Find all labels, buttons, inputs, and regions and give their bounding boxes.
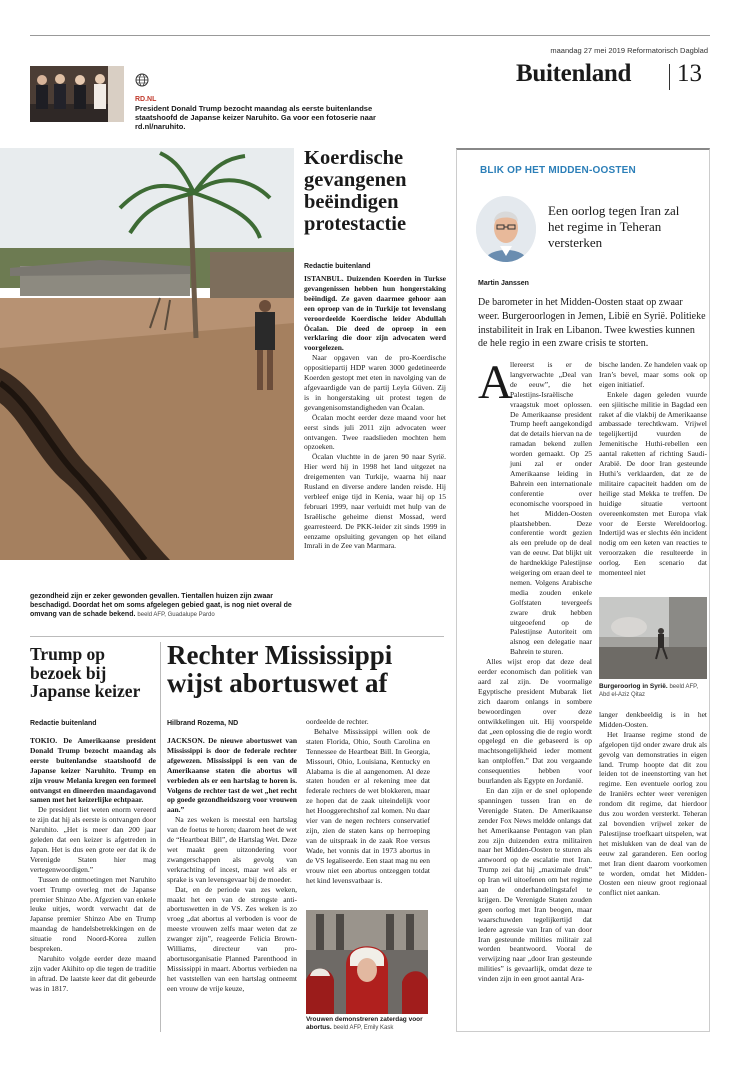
column-divider	[160, 642, 161, 1032]
column-paragraph: bische landen. Ze handelen vaak op Iran’s bevel, maar soms ook op eigen initiatief.	[599, 360, 707, 389]
article1-body	[304, 274, 446, 551]
article2-byline: Redactie buitenland	[30, 720, 97, 727]
article1-paragraph: Öcalan mocht eerder deze maand voor het eerst sinds juli 2011 zijn advocaten weer ontvangen. Twee raadslieden mochten hem opzoeken.	[304, 412, 446, 452]
protest-photo	[306, 910, 428, 1014]
article3-paragraph: Na zes weken is meestal een hartslag van de foetus te horen; daarom heet de wet de “Heartbeat Bill”, de Hartslag Wet. Deze wet maakt geen uitzondering voor zwangerschappen als gevolg van verkrachting of incest, maar wel als er sprake is van levensgevaar bij de moeder.	[167, 815, 297, 884]
column-quote: Een oorlog tegen Iran zal het regime in Teheran versterken	[548, 203, 680, 250]
horizontal-divider	[30, 636, 444, 637]
column-paragraph: langer denkbeeldig is in het Midden-Oosten.	[599, 710, 707, 729]
article3-byline: Hilbrand Rozema, ND	[167, 720, 239, 727]
article2-paragraph: Naruhito volgde eerder deze maand zijn vader Akihito op die tegen de traditie in aftrad. De laatste keer dat dit gebeurde was in 1817.	[30, 953, 156, 993]
article3-body-col2	[306, 717, 430, 885]
article3-paragraph: Behalve Mississippi willen ook de staten Florida, Ohio, South Carolina en Tennessee de Heartbeat Bill. In Georgia, Missouri, Ohio, Louisiana, Kentucky en Alabama is die al aangenomen. Al deze staten houden er al rekening mee dat federale rechters de wet blokkeren, maar ze hopen dat de zaak uiteindelijk voor het Hooggerechtshof zal komen. Nu daar vier van de negen rechters conservatief zijn, zien de staten kans op herroeping van de uitspraak in de zaak Roe versus Wade, het vonnis dat in 1973 abortus in de VS legaliseerde. Een staat mag nu een vrouw niet een abortus ontzeggen totdat het kind levensvatbaar is.	[306, 726, 430, 885]
promo-thumbnail-image[interactable]	[30, 66, 124, 122]
column-paragraph: Het Iraanse regime stond de afgelopen tijd onder zware druk als gevolg van demonstraties in eigen land. Trump hoopte dat dit zou leiden tot de ineenstorting van het regime. Een eventuele oorlog zou de Iraniërs echter weer verenigen rondom dit regime, dat hierdoor dus zou worden versterkt. Teheran zal bovendien vrijwel zeker de Palestijnse troefkaart uitspelen, wat het mislukken van de deal van de eeuw zal garanderen. Een oorlog met Iran dient daarom voorkomen te worden, omdat het Midden-Oosten een nieuw groot regionaal conflict niet aankan.	[599, 729, 707, 898]
article2-paragraph: De president liet weten enorm vereerd te zijn dat hij als eerste is ontvangen door Naruhito. „Het is meer dan 200 jaar geleden dat een keizer is afgetreden in Japan. Het is dus een grote eer dat ik de Verenigde Staten hier mag vertegenwoordigen.”	[30, 805, 156, 874]
caption-text: Burgeroorlog in Syrië.	[599, 683, 668, 690]
section-title: Buitenland	[516, 60, 632, 87]
caption-credit: beeld AFP, Abd el-Aziz Qitaz	[599, 684, 699, 698]
article2-paragraph: Tussen de ontmoetingen met Naruhito voert Trump overleg met de Japanse premier Shinzo Abe. Afgezien van enkele leuke uitjes, wordt verwacht dat de Japanse premier Shinzo Abe en Trump maandag de handelsbetrekkingen en de situatie rond Noord-Korea zullen bespreken.	[30, 874, 156, 954]
caption-text: Vrouwen demonstreren zaterdag voor abortus.	[306, 1016, 423, 1031]
article2-body	[30, 736, 156, 994]
promo-text[interactable]: President Donald Trump bezocht maandag als eerste buitenlandse staatshoofd de Japanse keizer Naruhito. Ga voor een fotoserie naar rd.nl/naruhito.	[135, 104, 376, 131]
earthquake-caption	[30, 592, 295, 620]
caption-credit: beeld AFP, Emily Kask	[333, 1025, 394, 1031]
article3-body-col1	[167, 736, 297, 994]
column-author: Martin Janssen	[478, 280, 529, 287]
article1-lead: ISTANBUL. Duizenden Koerden in Turkse gevangenissen hebben hun hongerstaking beëindigd. Ze gaven daarmee gehoor aan een oproep van de in Turkije tot levenslang veroordeelde Koerdische leider Abdullah Öcalan. Die deed de oproep in een verklaring die door zijn advocaten werd voorgelezen.	[304, 274, 446, 353]
column-first-text: llereerst is er de langverwachte „Deal van de eeuw”, die het Palestijns-Israëlische vraagstuk moet oplossen. De Amerikaanse president Trump heeft aangekondigd dat de details hiervan na de ramadan bekend zullen worden gemaakt. Op 25 juni zal er onder Amerikaanse leiding in Bahrein een internationale conferentie over economische voorspoed in het Midden-Oosten plaatshebben. Deze conferentie wordt gezien als een prelude op de deal van de eeuw. Dat blijkt uit de hardnekkige Palestijnse weigering om eraan deel te nemen. Volgens Arabische media zouden enkele Golfstaten tevergeefs zware druk hebben uitgeoefend op de Palestijnse Autoriteit om alsnog een delegatie naar Bahrein te sturen.	[510, 360, 592, 657]
header-date	[550, 46, 708, 55]
earthquake-photo	[0, 148, 294, 560]
caption-credit: beeld AFP, Guadalupe Pardo	[137, 612, 215, 618]
section-divider	[669, 64, 670, 90]
page-number: 13	[677, 60, 702, 87]
article1-paragraph: Naar opgaven van de pro-Koerdische oppositiepartij HDP waren 3000 gedetineerde Koerden gestopt met eten in navolging van de afgevaardigde van de partij Leyla Güven. Zij is in hongerstaking uit protest tegen de gevangenisomstandigheden van Öcalan.	[304, 353, 446, 412]
promo-tag[interactable]: RD.NL	[135, 96, 157, 103]
author-photo	[476, 196, 536, 262]
date-text: maandag 27 mei 2019	[550, 46, 626, 55]
article3-paragraph: Dat, en de periode van zes weken, maakt het een van de strengste anti-abortuswetten in de VS. Zes weken is zo vroeg „dat abortus al verboden is voor de meeste vrouwen zelfs maar weten dat ze zwanger zijn”, reageerde Felicia Brown-Williams, directeur van pro-abortusorganisatie Planned Parenthood in Mississippi in maart. Abortus verbieden na het vaststellen van een hartslag ontneemt een vrouw de vrije keuze,	[167, 884, 297, 993]
article3-paragraph: oordeelde de rechter.	[306, 717, 369, 726]
column-paragraph: Alles wijst erop dat deze deal eerder economisch dan politiek van aard zal zijn. De voormalige Egyptische president Mubarak liet zich daarom onlangs in sombere bewoordingen over deze ontwikkelingen uit. Hij voorspelde dat „een oplossing die de regio wordt opgelegd en die gebaseerd is op machtsongelijkheid ieder moment kan ontploffen.” Dat zou vergaande consequenties hebben voor buurlanden als Egypte en Jordanië.	[478, 657, 592, 786]
column-body-col1	[478, 356, 592, 984]
column-intro: De barometer in het Midden-Oosten staat op zwaar weer. Burgeroorlogen in Jemen, Libië en Syrië. Politieke instabiliteit in Irak en Libanon. Twee kwesties kunnen de hele regio in een zware crisis te storten.	[478, 297, 706, 350]
article1-headline[interactable]: Koerdische gevangenen beëindigen protestactie	[304, 147, 407, 235]
article3-lead: JACKSON. De nieuwe abortuswet van Mississippi is door de federale rechter afgewezen. Mississippi is een van de Amerikaanse staten die abortus wil verbieden als er een hartslag te horen is. Volgens de rechter tast de wet „het recht op goede gezondheidszorg voor vrouwen aan.”	[167, 736, 297, 815]
article1-paragraph: Öcalan vluchtte in de jaren 90 naar Syrië. Hier werd hij in 1998 het land uitgezet na dreigementen van Turkije, waarna hij naar Rusland en diverse andere landen reisde. Hij verbleef enige tijd in Kenia, waar hij op 15 februari 1999, naar verluidt met hulp van de Israëlische geheime dienst Mossad, werd gearresteerd. De PKK-leider zit sinds 1999 in eenzame opsluiting gevangen op het eiland Imrali in de Zee van Marmara.	[304, 452, 446, 551]
syria-photo	[599, 597, 707, 679]
promo-photo-figures	[30, 66, 124, 122]
article2-headline[interactable]: Trump op bezoek bij Japanse keizer	[30, 644, 141, 701]
syria-caption	[599, 683, 709, 699]
column-body-col2a	[599, 360, 707, 578]
column-paragraph: Enkele dagen geleden vuurde een sjiitische militie in Bagdad een raket af die vlakbij de Amerikaanse ambassade terechtkwam. Vrijwel tegelijkertijd vuurden de Jemenitische Huthi-rebellen een aantal raketten af richting Saudi-Arabië. De door Iran gesteunde Huthi’s verklaarden, dat ze de militaire capaciteit hadden om de heilige stad Mekka te treffen. De huidige situatie vertoont overeenkomsten met Europa vlak voor de Eerste Wereldoorlog. Indertijd was er slechts één incident nodig om een keten van reacties te veroorzaken die resulteerde in oorlog. Een scenario dat momenteel niet	[599, 389, 707, 578]
caption-text: gezondheid zijn er zeker gewonden gevallen. Tientallen huizen zijn zwaar beschadigd. Doordat het om soms afgelegen gebied gaat, is nog niet overal de omvang van de schade bekend.	[30, 593, 292, 618]
top-rule	[30, 35, 710, 36]
column-body-col2b	[599, 710, 707, 898]
article1-byline: Redactie buitenland	[304, 263, 371, 270]
column-kicker: BLIK OP HET MIDDEN-OOSTEN	[480, 165, 636, 176]
article2-lead: TOKIO. De Amerikaanse president Donald Trump bezocht maandag als eerste buitenlandse staatshoofd de Japanse keizer Naruhito. Trump en zijn vrouw Melania kregen een formeel ontvangst en dineerden maandagavond samen met het keizerlijke echtpaar.	[30, 736, 156, 805]
column-paragraph: En dan zijn er de snel oplopende spanningen tussen Iran en de Verenigde Staten. De Amerikaanse zender Fox News meldde onlangs dat het Amerikaanse Pentagon van plan zou zijn duizenden extra militairen naar het Midden-Oosten te sturen als antwoord op de escalatie met Iran. Trump zei dat hij „maximale druk” op Iran wil uitoefenen om het regime aan de onderhandelingstafel te krijgen. De Verenigde Staten zouden geen oorlog met Iran beogen, maar waarschuwden tegelijkertijd dat iedere agressie van Iran of van door Iran gesteunde milities militair zal worden beantwoord. Vooral de verwijzing naar „door Iran gesteunde milities” is gevaarlijk, omdat deze te vinden zijn in een groot aantal Ara-	[478, 785, 592, 984]
column-first-paragraph	[510, 360, 592, 657]
protest-caption	[306, 1016, 430, 1032]
drop-cap: A	[478, 356, 513, 409]
article3-headline[interactable]: Rechter Mississippi wijst abortuswet af	[167, 640, 393, 698]
globe-icon	[135, 72, 149, 86]
publication-name: Reformatorisch Dagblad	[627, 46, 708, 55]
